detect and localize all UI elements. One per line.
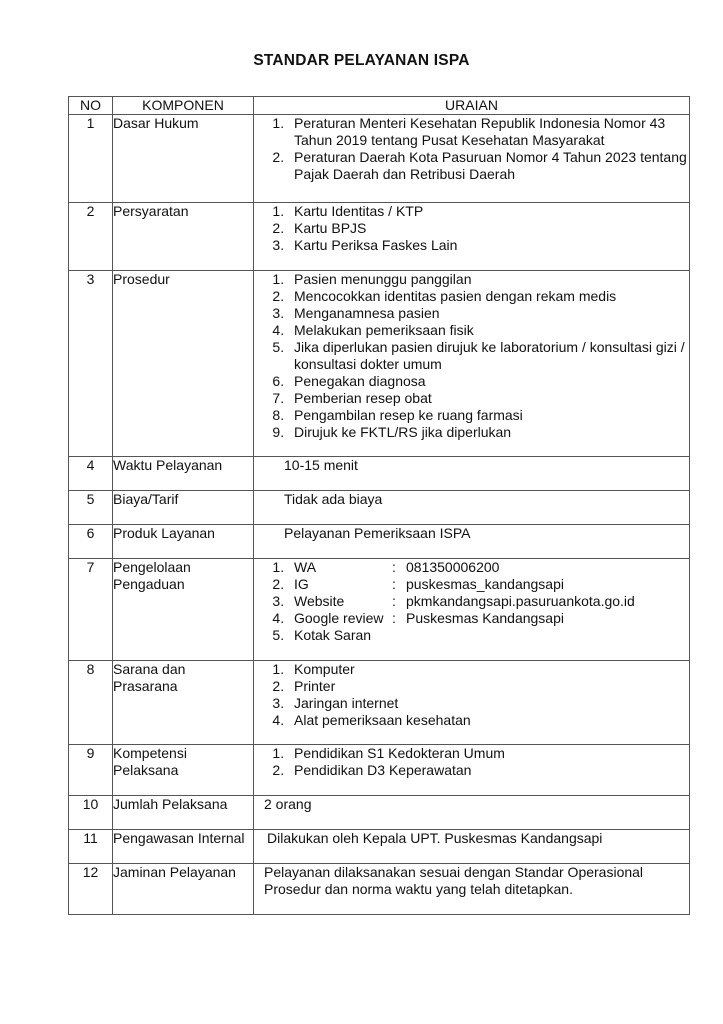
row-number: 4 [69, 457, 113, 491]
list-item: 9. Dirujuk ke FKTL/RS jika diperlukan [288, 424, 689, 441]
table-row [69, 864, 690, 915]
table-row [69, 661, 690, 745]
list-item: 7. Pemberian resep obat [288, 390, 689, 407]
row-component: Pengelolaan Pengaduan [113, 559, 254, 661]
row-number: 8 [69, 661, 113, 745]
separator: : [392, 576, 396, 592]
row-number: 5 [69, 491, 113, 525]
contact-label: 1. WA [294, 559, 317, 575]
description-text: Pelayanan Pemeriksaan ISPA [284, 525, 471, 541]
table-row [69, 745, 690, 796]
list-item: 2. Pendidikan D3 Keperawatan [288, 762, 689, 779]
separator: : [392, 593, 396, 609]
list-item: 1. Peraturan Menteri Kesehatan Republik Indonesia Nomor 43 Tahun 2019 tentang Pusat Kesehatan Masyarakat [288, 115, 689, 149]
separator: : [392, 559, 396, 575]
row-number: 9 [69, 745, 113, 796]
table-row [69, 203, 690, 271]
contact-label: Kotak Saran [294, 627, 372, 643]
list-item: 1. Pasien menunggu panggilan [288, 271, 689, 288]
contact-value: pkmkandangsapi.pasuruankota.go.id [406, 593, 635, 609]
row-number: 11 [69, 830, 113, 864]
contact-label: 3. Website [294, 593, 345, 609]
table-row [69, 457, 690, 491]
row-number: 1 [69, 115, 113, 203]
numbered-list [254, 745, 689, 779]
header-uraian: URAIAN [254, 97, 690, 115]
list-item: 4. Melakukan pemeriksaan fisik [288, 322, 689, 339]
row-number: 12 [69, 864, 113, 915]
description-text: 2 orang [264, 796, 312, 812]
contact-label: 2. IG [294, 576, 309, 592]
contact-value: Puskesmas Kandangsapi [406, 610, 564, 626]
description-text: Dilakukan oleh Kepala UPT. Puskesmas Kandangsapi [267, 830, 603, 846]
table-row [69, 491, 690, 525]
row-component: Jaminan Pelayanan [113, 864, 254, 915]
row-component: Sarana dan Prasarana [113, 661, 254, 745]
row-component: Produk Layanan [113, 525, 254, 559]
list-item: 5. Jika diperlukan pasien dirujuk ke laboratorium / konsultasi gizi / konsultasi dokter umum [288, 339, 689, 373]
table-row [69, 525, 690, 559]
list-item: 6. Penegakan diagnosa [288, 373, 689, 390]
contact-item [288, 559, 689, 576]
table-header-row [69, 97, 690, 115]
row-component: Persyaratan [113, 203, 254, 271]
row-description [254, 271, 690, 457]
description-text: 10-15 menit [284, 457, 358, 473]
row-component: Biaya/Tarif [113, 491, 254, 525]
row-number: 7 [69, 559, 113, 661]
numbered-list [254, 115, 689, 183]
row-description [254, 661, 690, 745]
document-title: STANDAR PELAYANAN ISPA [253, 52, 470, 69]
list-item: 1. Pendidikan S1 Kedokteran Umum [288, 745, 689, 762]
contact-value: 081350006200 [406, 559, 500, 575]
numbered-list [254, 203, 689, 254]
row-description [254, 203, 690, 271]
list-item: 3. Menganamnesa pasien [288, 305, 689, 322]
numbered-list [254, 661, 689, 729]
row-component: Kompetensi Pelaksana [113, 745, 254, 796]
list-item: 2. Printer [288, 678, 689, 695]
service-standard-table [68, 96, 690, 915]
list-item: 4. Alat pemeriksaan kesehatan [288, 712, 689, 729]
row-description [254, 830, 690, 864]
row-description [254, 457, 690, 491]
numbered-list [254, 271, 689, 441]
row-number: 3 [69, 271, 113, 457]
list-item: 1. Komputer [288, 661, 689, 678]
contact-value: puskesmas_kandangsapi [406, 576, 564, 592]
list-item: 2. Kartu BPJS [288, 220, 689, 237]
row-component: Jumlah Pelaksana [113, 796, 254, 830]
row-description [254, 115, 690, 203]
row-description [254, 796, 690, 830]
row-component: Waktu Pelayanan [113, 457, 254, 491]
row-description [254, 525, 690, 559]
table-row [69, 796, 690, 830]
table-row [69, 559, 690, 661]
list-item: 8. Pengambilan resep ke ruang farmasi [288, 407, 689, 424]
table-row [69, 271, 690, 457]
row-description [254, 745, 690, 796]
description-text: Tidak ada biaya [284, 491, 383, 507]
list-item: 3. Jaringan internet [288, 695, 689, 712]
contact-item [288, 627, 689, 644]
row-number: 2 [69, 203, 113, 271]
row-number: 10 [69, 796, 113, 830]
table-row [69, 830, 690, 864]
list-item: 1. Kartu Identitas / KTP [288, 203, 689, 220]
row-description [254, 559, 690, 661]
description-text: Pelayanan dilaksanakan sesuai dengan Standar Operasional Prosedur dan norma waktu yang telah ditetapkan. [264, 864, 644, 897]
contact-list [254, 559, 689, 644]
contact-item [288, 610, 689, 627]
list-item: 2. Mencocokkan identitas pasien dengan rekam medis [288, 288, 689, 305]
contact-item [288, 576, 689, 593]
row-description [254, 491, 690, 525]
row-component: Dasar Hukum [113, 115, 254, 203]
separator: : [392, 610, 396, 626]
list-item: 2. Peraturan Daerah Kota Pasuruan Nomor 4 Tahun 2023 tentang Pajak Daerah dan Retribusi Daerah [288, 149, 689, 183]
row-component: Prosedur [113, 271, 254, 457]
contact-item [288, 593, 689, 610]
header-komponen: KOMPONEN [113, 97, 254, 115]
row-description [254, 864, 690, 915]
row-number: 6 [69, 525, 113, 559]
list-item: 3. Kartu Periksa Faskes Lain [288, 237, 689, 254]
table-row [69, 115, 690, 203]
row-component: Pengawasan Internal [113, 830, 254, 864]
header-no: NO [69, 97, 113, 115]
contact-label: 4. Google review [294, 610, 384, 626]
